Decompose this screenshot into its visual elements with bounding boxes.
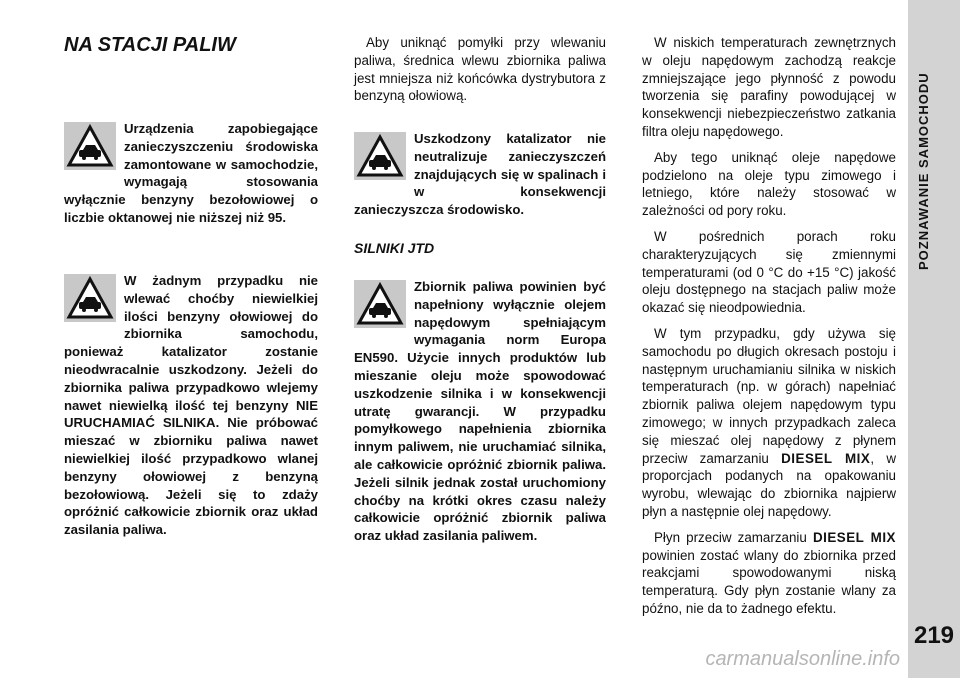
paragraph-diesel-mix-part-a: W tym przypadku, gdy używa się samochodu po długich okresach postoju i następnym uruchamianiu silnika w niskich temperaturach (np. w górach) napełniać zbiornik paliwa olejem napędowym typu zimowego; w innych przypadkach zaleca się mieszać olej napędowy z płynem przeciw zamarzaniu (642, 325, 896, 466)
watermark: carmanualsonline.info (705, 648, 900, 670)
intro-paragraph-block (354, 34, 606, 105)
warning-car-icon (354, 280, 406, 328)
warning-text-3: Uszkodzony katalizator nie neutralizuje zanieczyszczeń znajdujących się w spalinach i w konsekwencji zanieczyszcza środowisko. (354, 131, 606, 218)
warning-car-icon (64, 122, 116, 170)
warning-car-icon (64, 274, 116, 322)
paragraph-diesel-mix-part-b: , w proporcjach podanych na opakowaniu wyrobu, wlewając do zbiornika najpierw płyn a następnie olej napędowy. (642, 450, 896, 519)
paragraph-antifreeze-part-a: Płyn przeciw zamarzaniu (654, 529, 807, 545)
warning-text-1: Urządzenia zapobiegające zanieczyszczeniu środowiska zamontowane w samochodzie, wymagają stosowania wyłącznie benzyny bezołowiowej o liczbie oktanowej nie niższej niż 95. (64, 121, 318, 225)
subheading-jtd: SILNIKI JTD (354, 240, 435, 256)
warning-box-2 (64, 272, 318, 539)
diesel-mix-term-2: DIESEL MIX (812, 529, 896, 545)
chapter-title: POZNAWANIE SAMOCHODU (916, 72, 931, 270)
paragraph-intermediate-seasons: W pośrednich porach roku charakteryzujących się zmiennymi temperaturami (od 0 °C do +15 °C) jakość oleju dostępnego na stacjach paliw może okazać się nieodpowiednia. (642, 228, 896, 316)
paragraph-summer-winter: Aby tego uniknąć oleje napędowe podzielono na oleje typu zimowego i letniego, które należy stosować w zależności od pory roku. (642, 149, 896, 219)
warning-text-4: Zbiornik paliwa powinien być napełniony wyłącznie olejem napędowym spełniającym wymagania norm Europa EN590. Użycie innych produktów lub mieszanie oleju może spowodować uszkodzenie silnika i w konsekwencji utratę gwarancji. W przypadku pomyłkowego napełnienia zbiornika innym paliwem, nie uruchamiać silnika, ale całkowicie opróżnić zbiornik paliwa. Jeżeli silnik jednak został uruchomiony choćby na krótki okres czasu należy całkowicie opróżnić zbiornik paliwa oraz układ zasilania paliwem. (354, 279, 606, 544)
paragraph-antifreeze-part-b: powinien zostać wlany do zbiornika przed reakcjami spowodowanymi niską temperaturą. Gdy płyn zostanie wlany za późno, nie da to żadnego efektu. (642, 547, 896, 616)
diesel-mix-term: DIESEL MIX (781, 450, 871, 466)
paragraph-low-temp: W niskich temperaturach zewnętrznych w oleju napędowym zachodzą reakcje zmniejszające jego płynność z powodu tworzenia się parafiny powodującej w konsekwencji niebezpieczeństwo zatkania filtra oleju napędowego. (642, 35, 896, 139)
intro-paragraph: Aby uniknąć pomyłki przy wlewaniu paliwa, średnica wlewu zbiornika paliwa jest mniejsza niż końcówka dystrybutora z benzyną ołowiową. (354, 35, 606, 104)
warning-car-icon (354, 132, 406, 180)
section-heading: NA STACJI PALIW (64, 34, 236, 56)
warning-box-1 (64, 120, 318, 227)
warning-box-3 (354, 130, 606, 219)
page-number: 219 (913, 622, 955, 649)
warning-box-4 (354, 278, 606, 545)
warning-text-2: W żadnym przypadku nie wlewać choćby niewielkiej ilości benzyny ołowiowej do zbiornika samochodu, ponieważ katalizator zostanie nieodwracalnie uszkodzony. Jeżeli do zbiornika paliwa przypadkowo wlejemy nawet niewielką ilość tej benzyny NIE URUCHAMIAĆ SILNIKA. Nie próbować mieszać w zbiorniku paliwa nawet niewielkiej ilość przypadkowo wlanej benzyny ołowiowej z benzyną bezołowiową. Jeżeli się to zdaży opróżnić całkowicie zbiornik oraz układ zasilania paliwa. (64, 273, 318, 538)
body-column-3 (642, 34, 896, 618)
paragraph-diesel-mix (642, 325, 896, 521)
subheading-block (354, 240, 606, 256)
section-heading-block (64, 34, 318, 57)
paragraph-antifreeze (642, 529, 896, 618)
